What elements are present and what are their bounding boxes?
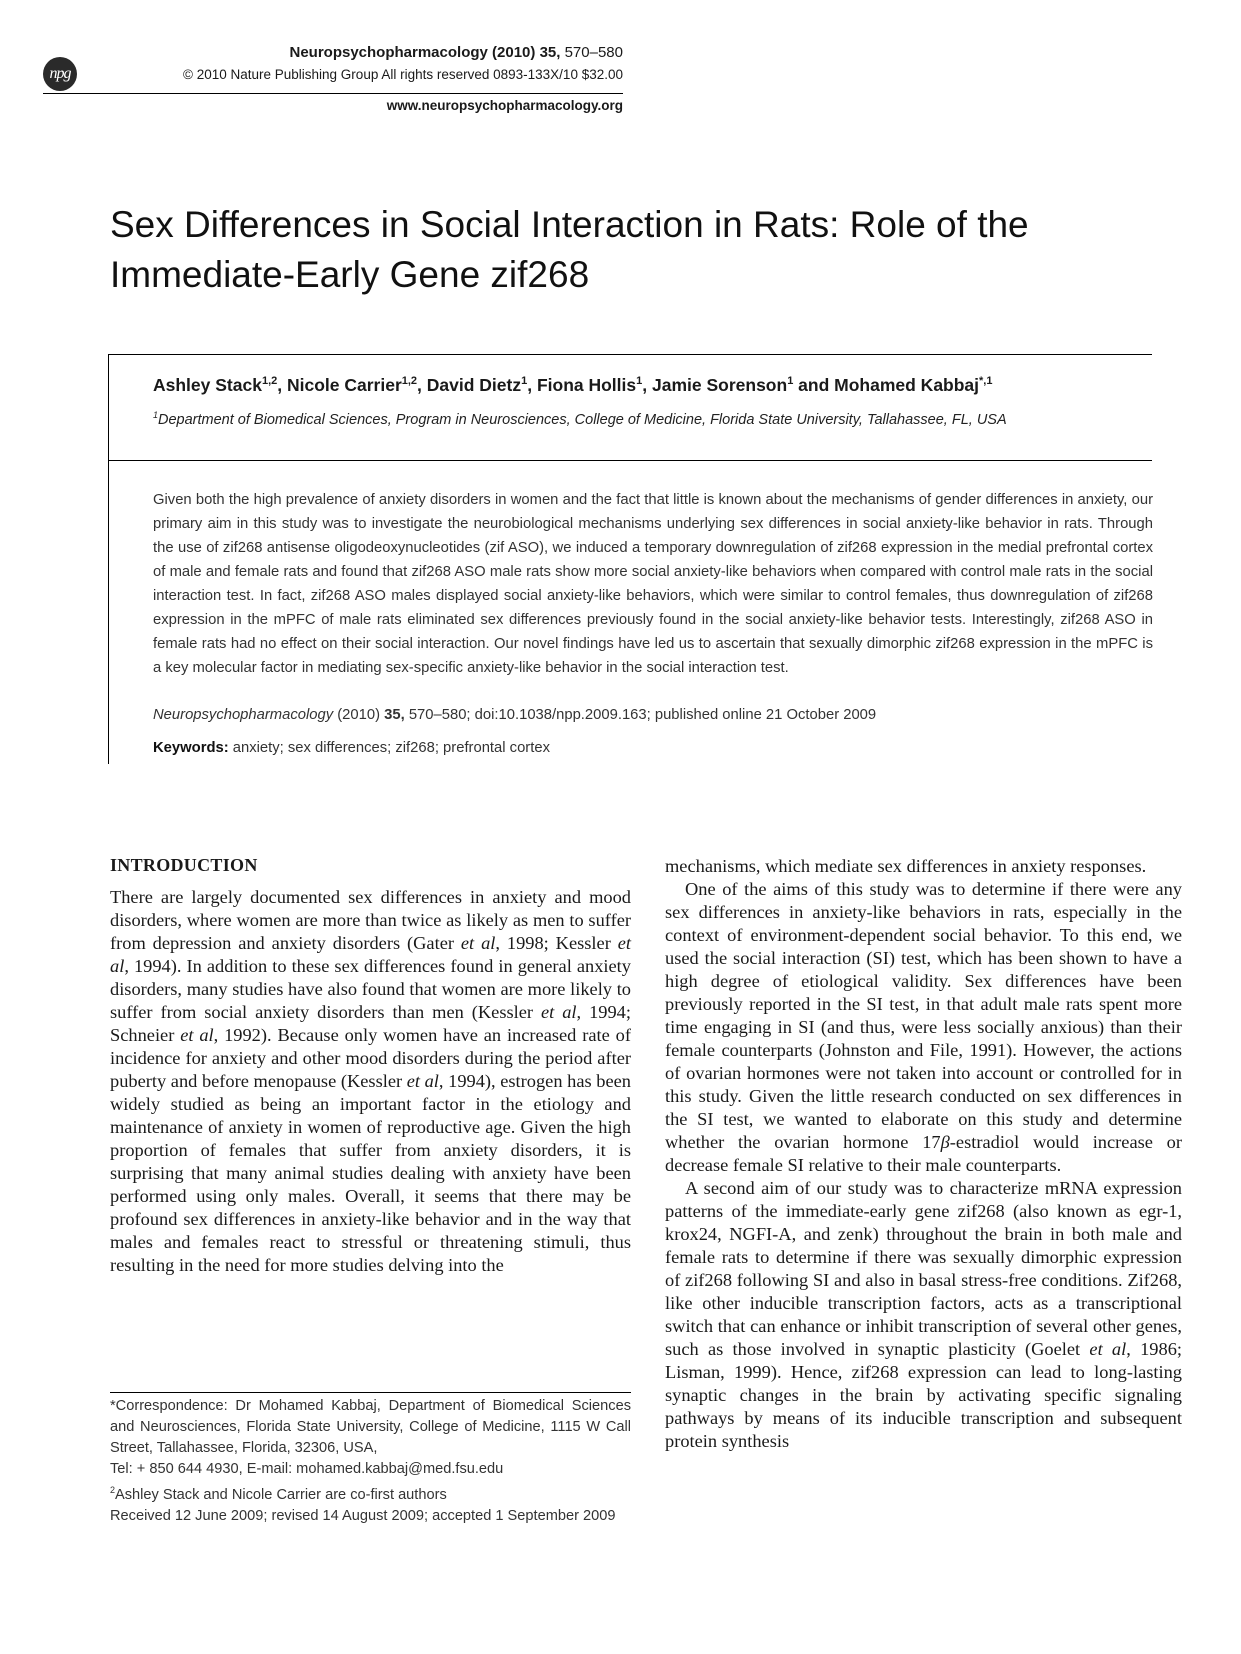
affiliation-text: Department of Biomedical Sciences, Program in Neurosciences, College of Medicine, Florida State University, Tallahassee, FL, USA [158, 411, 1007, 428]
text-italic: et al [406, 1071, 439, 1091]
abstract-left-rule [108, 354, 109, 764]
section-heading-introduction: INTRODUCTION [110, 855, 258, 875]
text-run: , 1998; Kessler [495, 933, 618, 953]
author-name: , David Dietz [417, 375, 522, 395]
affiliation-mark: 1 [153, 410, 159, 420]
author-affiliation-mark: 1,2 [261, 375, 278, 388]
author-affiliation-mark: 1 [521, 375, 528, 388]
journal-url[interactable]: www.neuropsychopharmacology.org [386, 98, 623, 113]
keywords [153, 740, 550, 756]
text-run: , 1992). Because only women have an increased rate of incidence for anxiety and other mood disorders during the period after puberty and before menopause (Kessler [110, 1025, 631, 1091]
text-run: One of the aims of this study was to determine if there were any sex differences in anxiety-like behaviors in rats, especially in the context of environment-dependent social behavior. To this end, we used the social interaction (SI) test, which has been shown to have a high degree of etiological validity. Sex differences have been previously reported in the SI test, in that adult male rats spent more time engaging in SI (and thus, were less socially anxious) than their female counterparts (Johnston and File, 1991). However, the actions of ovarian hormones were not taken into account or controlled for in this study. Given the little research conducted on sex differences in the SI test, we wanted to elaborate on this study and determine whether the ovarian hormone 17 [665, 879, 1182, 1152]
affiliation [153, 410, 1007, 428]
authors-top-rule [108, 354, 1152, 355]
keywords-text: anxiety; sex differences; zif268; prefrontal cortex [228, 740, 550, 756]
text-run: , 1994), estrogen has been widely studied as being an important factor in the etiology and maintenance of anxiety in women of reproductive age. Given the high proportion of females that suffer from anxiety disorders, it is surprising that many animal studies dealing with anxiety have been performed using only males. Overall, it seems that there may be profound sex differences in anxiety-like behavior and in the way that males and females react to stressful or threatening stimuli, thus resulting in the need for more studies delving into the [110, 1071, 631, 1275]
citation-details: 570–580; doi:10.1038/npp.2009.163; published online 21 October 2009 [404, 707, 877, 723]
intro-paragraph-2 [665, 878, 1182, 1177]
text-italic: et al [460, 933, 496, 953]
keywords-label: Keywords: [153, 740, 229, 756]
journal-volume: 35, [539, 44, 561, 61]
author-name: , Nicole Carrier [277, 375, 402, 395]
footnote-rule [110, 1392, 631, 1393]
author-name: Ashley Stack [153, 375, 262, 395]
text-italic: et al [1089, 1339, 1127, 1359]
author-affiliation-mark: 1,2 [401, 375, 418, 388]
text-run: , 1986; Lisman, 1999). Hence, zif268 expression can lead to long-lasting synaptic changes in the brain by activating specific signaling pathways by means of its inducible transcription and subsequent protein synthesis [665, 1339, 1182, 1451]
citation-year: (2010) [333, 707, 385, 723]
correspondence-note: *Correspondence: Dr Mohamed Kabbaj, Department of Biomedical Sciences and Neurosciences, Florida State University, College of Medicine, 1115 W Call Street, Tallahassee, Florida, 32306, USA, [110, 1398, 631, 1456]
author-affiliation-mark: 1 [787, 375, 794, 388]
text-italic: et al [110, 933, 632, 976]
header-rule [43, 93, 623, 94]
citation-volume: 35, [384, 707, 405, 723]
author-name: , Jamie Sorenson [642, 375, 788, 395]
author-affiliation-mark: *,1 [979, 375, 993, 388]
journal-pages: 570–580 [564, 44, 623, 61]
contact-note: Tel: + 850 644 4930, E-mail: mohamed.kabbaj@med.fsu.edu [110, 1461, 504, 1477]
text-run: -estradiol would increase or decrease female SI relative to their male counterparts. [665, 1132, 1183, 1175]
article-citation [153, 707, 876, 723]
author-name: , Fiona Hollis [527, 375, 637, 395]
journal-citation-header [289, 44, 623, 61]
text-run: There are largely documented sex differences in anxiety and mood disorders, where women are more than twice as likely as men to suffer from depression and anxiety disorders (Gater [110, 887, 631, 953]
left-column [110, 855, 631, 1277]
npg-logo: npg [43, 57, 77, 91]
co-first-note [110, 1480, 631, 1506]
text-italic: et al [541, 1002, 577, 1022]
right-column [665, 855, 1182, 1453]
text-italic: β [940, 1132, 950, 1152]
footnotes [110, 1396, 631, 1527]
copyright-line: © 2010 Nature Publishing Group All rights reserved 0893-133X/10 $32.00 [183, 67, 623, 82]
abstract: Given both the high prevalence of anxiety disorders in women and the fact that little is known about the mechanisms of gender differences in anxiety, our primary aim in this study was to investigate the neurobiological mechanisms underlying sex differences in social anxiety-like behavior in rats. Through the use of zif268 antisense oligodeoxynucleotides (zif ASO), we induced a temporary downregulation of zif268 expression in the medial prefrontal cortex of male and female rats and found that zif268 ASO male rats show more social anxiety-like behaviors when compared with control male rats in the social interaction test. In fact, zif268 ASO males displayed social anxiety-like behaviors, which were similar to control females, thus downregulation of zif268 expression in the mPFC of male rats eliminated sex differences previously found in the social anxiety-like behavior tests. Interestingly, zif268 ASO in female rats had no effect on their social interaction. Our novel findings have led us to ascertain that sexually dimorphic zif268 expression in the mPFC is a key molecular factor in mediating sex-specific anxiety-like behavior in the social interaction test. [153, 492, 1153, 676]
text-run: , 1994). In addition to these sex differences found in general anxiety disorders, many studies have also found that women are more likely to suffer from social anxiety disorders than men (Kessler [110, 956, 631, 1022]
author-affiliation-mark: 1 [636, 375, 643, 388]
text-run: , 1994; Schneier [110, 1002, 631, 1045]
intro-paragraph-1 [110, 886, 631, 1277]
author-name: and Mohamed Kabbaj [793, 375, 980, 395]
journal-name: Neuropsychopharmacology (2010) [289, 44, 536, 61]
article-title: Sex Differences in Social Interaction in Rats: Role of the Immediate-Early Gene zif268 [110, 204, 1029, 295]
text-italic: et al [180, 1025, 214, 1045]
intro-paragraph-3 [665, 1177, 1182, 1453]
citation-journal: Neuropsychopharmacology [153, 707, 334, 723]
co-first-text: Ashley Stack and Nicole Carrier are co-first authors [115, 1486, 447, 1503]
footnote-mark: 2 [110, 1485, 116, 1495]
authors-bottom-rule [108, 460, 1152, 461]
text-run: A second aim of our study was to characterize mRNA expression patterns of the immediate-early gene zif268 (also known as egr-1, krox24, NGFI-A, and zenk) throughout the brain in both male and female rats to determine if there was sexually dimorphic expression of zif268 following SI and also in basal stress-free conditions. Zif268, like other inducible transcription factors, acts as a transcriptional switch that can enhance or inhibit transcription of several other genes, such as those involved in synaptic plasticity (Goelet [665, 1178, 1182, 1359]
intro-paragraph-1-cont: mechanisms, which mediate sex differences in anxiety responses. [665, 856, 1147, 876]
author-list [153, 375, 993, 396]
received-dates: Received 12 June 2009; revised 14 August 2009; accepted 1 September 2009 [110, 1507, 616, 1524]
